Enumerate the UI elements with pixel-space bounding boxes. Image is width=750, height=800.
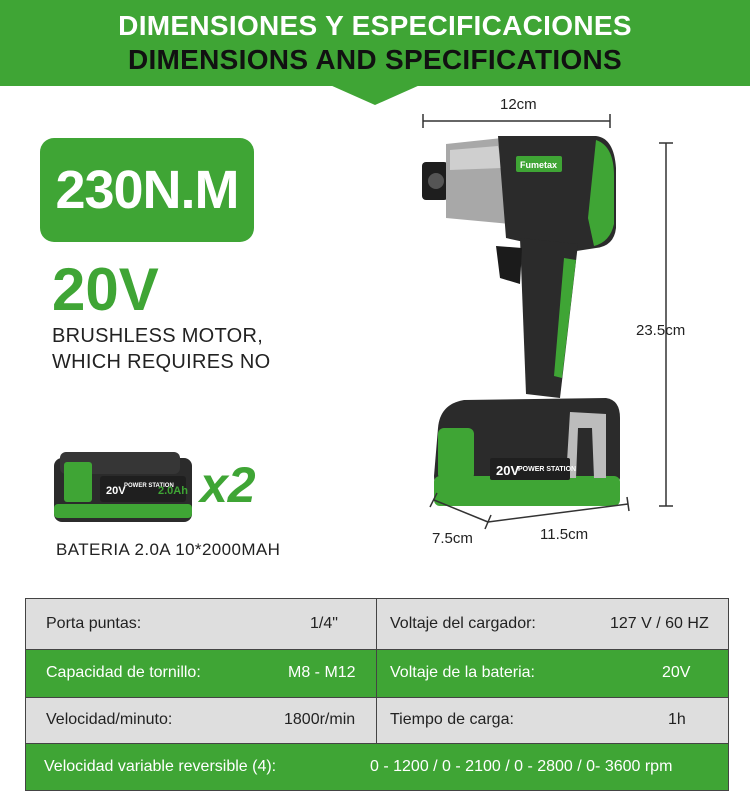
battery-label-voltage: 20V [106,485,126,497]
dimension-height: 23.5cm [636,322,686,339]
spec-value: 1800r/min [284,711,356,728]
specs-table [25,598,729,791]
spec-value: 1/4" [310,615,338,632]
drill-brand-label: Fumetax [520,160,558,170]
table-divider [26,743,728,744]
spec-row-3 [26,697,728,743]
motor-description-line-2: WHICH REQUIRES NO [52,351,271,373]
battery-pack-image [50,450,198,526]
spec-value: 0 - 1200 / 0 - 2100 / 0 - 2800 / 0- 3600 rpm [370,758,673,775]
spec-label: Porta puntas: [46,615,142,632]
spec-label: Tiempo de carga: [390,711,514,728]
spec-row-speed [26,743,728,790]
title-spanish: DIMENSIONES Y ESPECIFICACIONES [118,10,632,41]
voltage-heading: 20V [52,256,159,323]
battery-label-brand: POWER STATION [124,483,174,489]
battery-label-capacity: 2.0Ah [158,485,188,497]
spec-row-2 [26,649,728,697]
drill-pack-voltage: 20V [496,463,520,478]
table-divider [26,697,728,698]
motor-description-line-1: BRUSHLESS MOTOR, [52,325,264,347]
banner-notch [330,85,420,105]
header-banner [0,0,750,86]
title-english: DIMENSIONS AND SPECIFICATIONS [127,44,623,75]
dimension-depth-front: 7.5cm [432,530,473,547]
spec-label: Voltaje del cargador: [390,615,536,632]
table-divider [26,649,728,650]
table-column-divider [376,599,377,743]
spec-value: M8 - M12 [288,664,356,681]
dimension-width: 12cm [500,96,537,113]
torque-badge: 230N.M [40,138,254,242]
spec-label: Velocidad/minuto: [46,711,173,728]
battery-quantity: x2 [200,457,256,513]
drill-pack-label: POWER STATION [518,466,577,473]
spec-value: 127 V / 60 HZ [610,615,709,632]
spec-value: 20V [662,664,691,681]
impact-driver-image [410,128,630,518]
spec-row-1 [26,599,728,649]
spec-value: 1h [668,711,686,728]
spec-label: Capacidad de tornillo: [46,664,201,681]
dimension-depth-base: 11.5cm [540,526,589,543]
battery-caption: BATERIA 2.0A 10*2000MAH [56,540,281,559]
spec-label: Voltaje de la bateria: [390,664,535,681]
spec-label: Velocidad variable reversible (4): [44,758,277,775]
